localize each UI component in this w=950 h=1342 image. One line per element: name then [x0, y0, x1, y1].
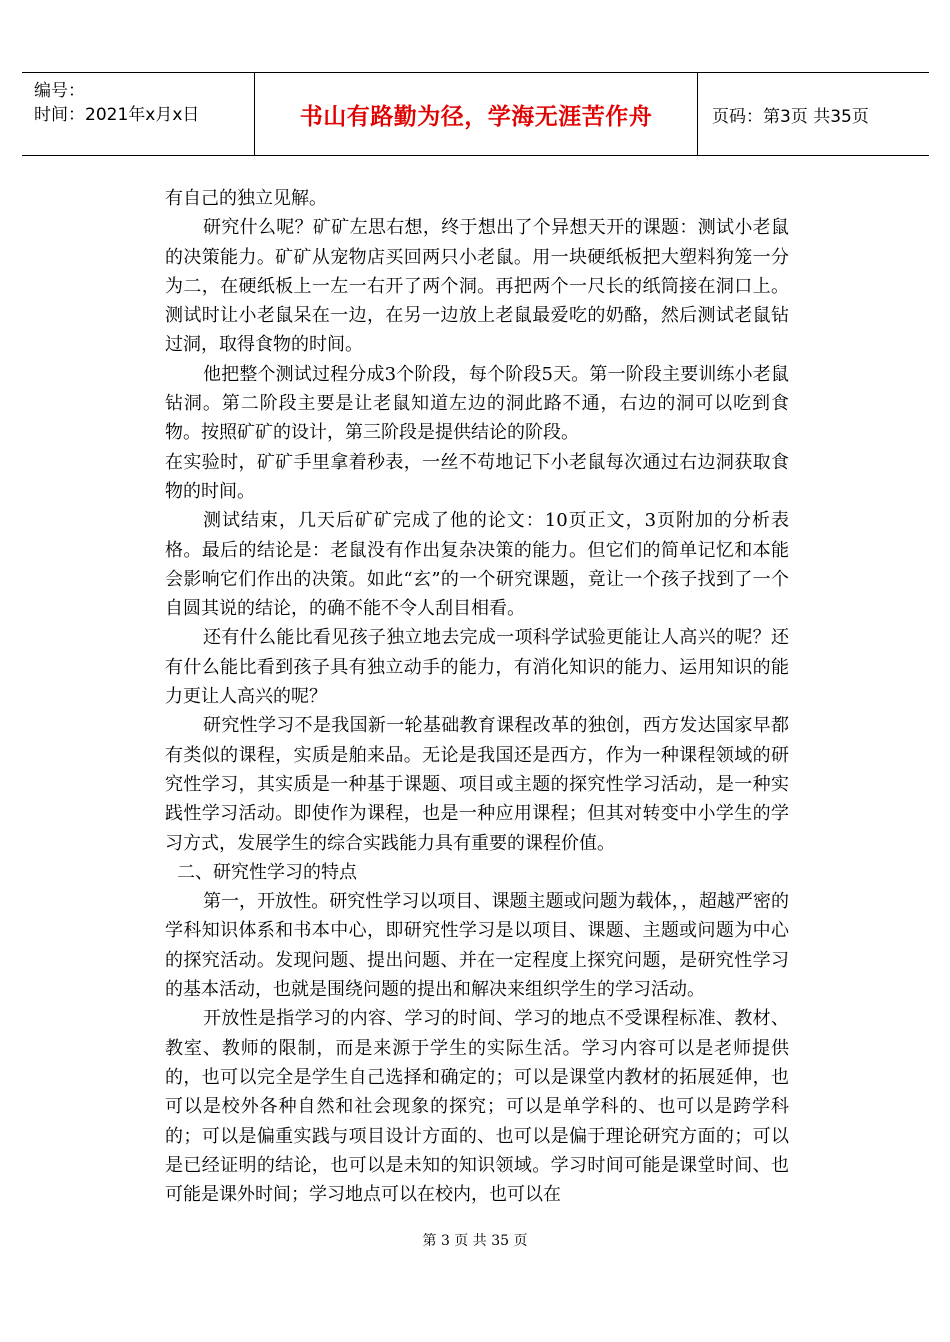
- number-label: 编号：: [34, 81, 85, 101]
- paragraph: 研究什么呢？矿矿左思右想，终于想出了个异想天开的课题：测试小老鼠的决策能力。矿矿从宠物店买回两只小老鼠。用一块硬纸板把大塑料狗笼一分为二，在硬纸板上一左一右开了两个洞。再把两个一尺长的纸筒接在洞口上。测试时让小老鼠呆在一边，在另一边放上老鼠最爱吃的奶酪，然后测试老鼠钻过洞，取得食物的时间。: [165, 217, 789, 356]
- header-motto: 书山有路勤为径，学海无涯苦作舟: [254, 73, 698, 155]
- paragraph: 有自己的独立见解。: [165, 188, 327, 209]
- time-label: 时间：2021年x月x日: [34, 105, 200, 125]
- header-meta: [34, 79, 199, 127]
- paragraph: 研究性学习不是我国新一轮基础教育课程改革的独创，西方发达国家早都有类似的课程，实质是舶来品。无论是我国还是西方，作为一种课程领域的研究性学习，其实质是一种基于课题、项目或主题的探究性学习活动，是一种实践性学习活动。即使作为课程，也是一种应用课程；但其对转变中小学生的学习方式，发展学生的综合实践能力具有重要的课程价值。: [165, 715, 789, 854]
- page-header: [22, 72, 929, 156]
- paragraph: 他把整个测试过程分成3个阶段，每个阶段5天。第一阶段主要训练小老鼠钻洞。第二阶段主要是让老鼠知道左边的洞此路不通，右边的洞可以吃到食物。按照矿矿的设计，第三阶段是提供结论的阶段。: [165, 363, 789, 444]
- paragraph: 第一，开放性。研究性学习以项目、课题主题或问题为载体，，超越严密的学科知识体系和书本中心，即研究性学习是以项目、课题、主题或问题为中心的探究活动。发现问题、提出问题、并在一定程度上探究问题，是研究性学习的基本活动，也就是围绕问题的提出和解决来组织学生的学习活动。: [165, 891, 789, 1001]
- paragraph: 还有什么能比看见孩子独立地去完成一项科学试验更能让人高兴的呢？还有什么能比看到孩子具有独立动手的能力，有消化知识的能力、运用知识的能力更让人高兴的呢？: [165, 627, 789, 708]
- paragraph: 开放性是指学习的内容、学习的时间、学习的地点不受课程标准、教材、教室、教师的限制，而是来源于学生的实际生活。学习内容可以是老师提供的，也可以完全是学生自己选择和确定的；可以是课堂内教材的拓展延伸，也可以是校外各种自然和社会现象的探究；可以是单学科的、也可以是跨学科的；可以是偏重实践与项目设计方面的、也可以是偏于理论研究方面的；可以是已经证明的结论，也可以是未知的知识领域。学习时间可能是课堂时间、也可能是课外时间；学习地点可以在校内，也可以在: [165, 1008, 789, 1206]
- page-footer: 第 3 页 共 35 页: [422, 1233, 528, 1249]
- paragraph: 在实验时，矿矿手里拿着秒表，一丝不苟地记下小老鼠每次通过右边洞获取食物的时间。: [165, 451, 789, 502]
- document-body: [165, 184, 789, 1209]
- header-page-info: 页码：第3页 共35页: [712, 106, 869, 127]
- paragraph: 测试结束，几天后矿矿完成了他的论文：10页正文，3页附加的分析表格。最后的结论是：老鼠没有作出复杂决策的能力。但它们的简单记忆和本能会影响它们作出的决策。如此“玄”的一个研究课题，竟让一个孩子找到了一个自圆其说的结论，的确不能不令人刮目相看。: [165, 510, 789, 620]
- section-heading: 二、研究性学习的特点: [177, 861, 357, 883]
